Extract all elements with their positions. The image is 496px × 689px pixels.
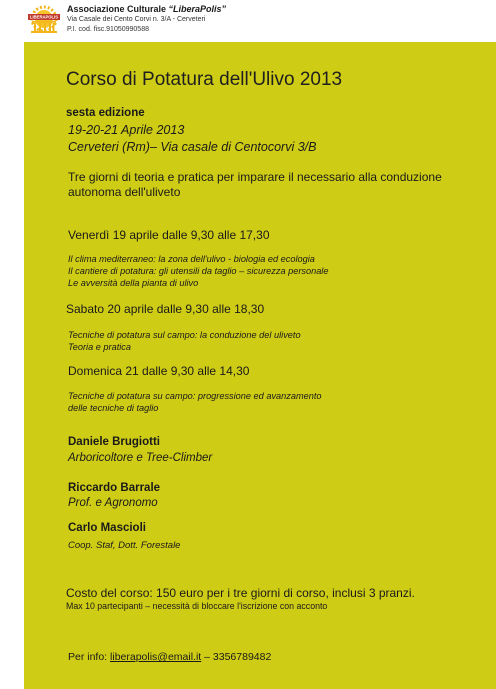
- topic-item: Il clima mediterraneo: la zona dell'ulivo - biologia ed ecologia: [68, 254, 315, 264]
- course-intro-line: Tre giorni di teoria e pratica per imparare il necessario alla conduzione: [68, 170, 442, 184]
- teacher-role: Prof. e Agronomo: [68, 497, 158, 509]
- contact-info: [68, 651, 271, 663]
- course-location: Cerveteri (Rm)– Via casale di Centocorvi 3/B: [68, 140, 317, 154]
- course-title: Corso di Potatura dell'Ulivo 2013: [66, 69, 343, 90]
- topic-item: Il cantiere di potatura: gli utensili da taglio – sicurezza personale: [68, 266, 329, 276]
- teacher-name: Daniele Brugiotti: [68, 436, 161, 448]
- topic-item: Teoria e pratica: [68, 342, 131, 352]
- day-topics-sunday: [68, 390, 322, 414]
- course-cost: Costo del corso: 150 euro per i tre giorni di corso, inclusi 3 pranzi.: [66, 586, 415, 600]
- day-topics-friday: [68, 253, 328, 289]
- participants-note: Max 10 partecipanti – necessità di bloccare l'iscrizione con acconto: [66, 601, 328, 611]
- topic-item: Le avversità della pianta di ulivo: [68, 278, 199, 288]
- teacher-name: Carlo Mascioli: [68, 522, 146, 534]
- day-heading-saturday: Sabato 20 aprile dalle 9,30 alle 18,30: [66, 302, 265, 316]
- topic-item: delle tecniche di taglio: [68, 403, 159, 413]
- course-flyer: [24, 42, 496, 689]
- day-heading-friday: Venerdì 19 aprile dalle 9,30 alle 17,30: [68, 228, 270, 242]
- course-intro-line: autonoma dell'uliveto: [68, 185, 181, 199]
- course-edition: sesta edizione: [66, 107, 145, 119]
- contact-phone: – 3356789482: [201, 651, 272, 663]
- teacher-role: Arboricoltore e Tree-Climber: [68, 452, 213, 464]
- email-link[interactable]: liberapolis@email.it: [110, 651, 202, 663]
- svg-text:LIBERAPOLIS: LIBERAPOLIS: [29, 14, 59, 20]
- day-heading-sunday: Domenica 21 dalle 9,30 alle 14,30: [68, 364, 250, 378]
- contact-prefix: Per info:: [68, 651, 111, 663]
- association-address: Via Casale dei Cento Corvi n. 3/A - Cerveteri: [67, 16, 206, 23]
- association-name: Associazione Culturale “LiberaPolis”: [67, 4, 227, 14]
- association-tax-code: P.I. cod. fisc.91050990588: [67, 26, 149, 33]
- course-dates: 19-20-21 Aprile 2013: [68, 123, 185, 137]
- letterhead: [0, 0, 496, 42]
- topic-item: Tecniche di potatura su campo: progressione ed avanzamento: [68, 391, 322, 401]
- liberapolis-logo: [26, 5, 62, 35]
- day-topics-saturday: [68, 329, 301, 353]
- topic-item: Tecniche di potatura sul campo: la conduzione del uliveto: [68, 330, 301, 340]
- teacher-role: Coop. Staf, Dott. Forestale: [68, 540, 181, 551]
- teacher-name: Riccardo Barrale: [68, 482, 161, 494]
